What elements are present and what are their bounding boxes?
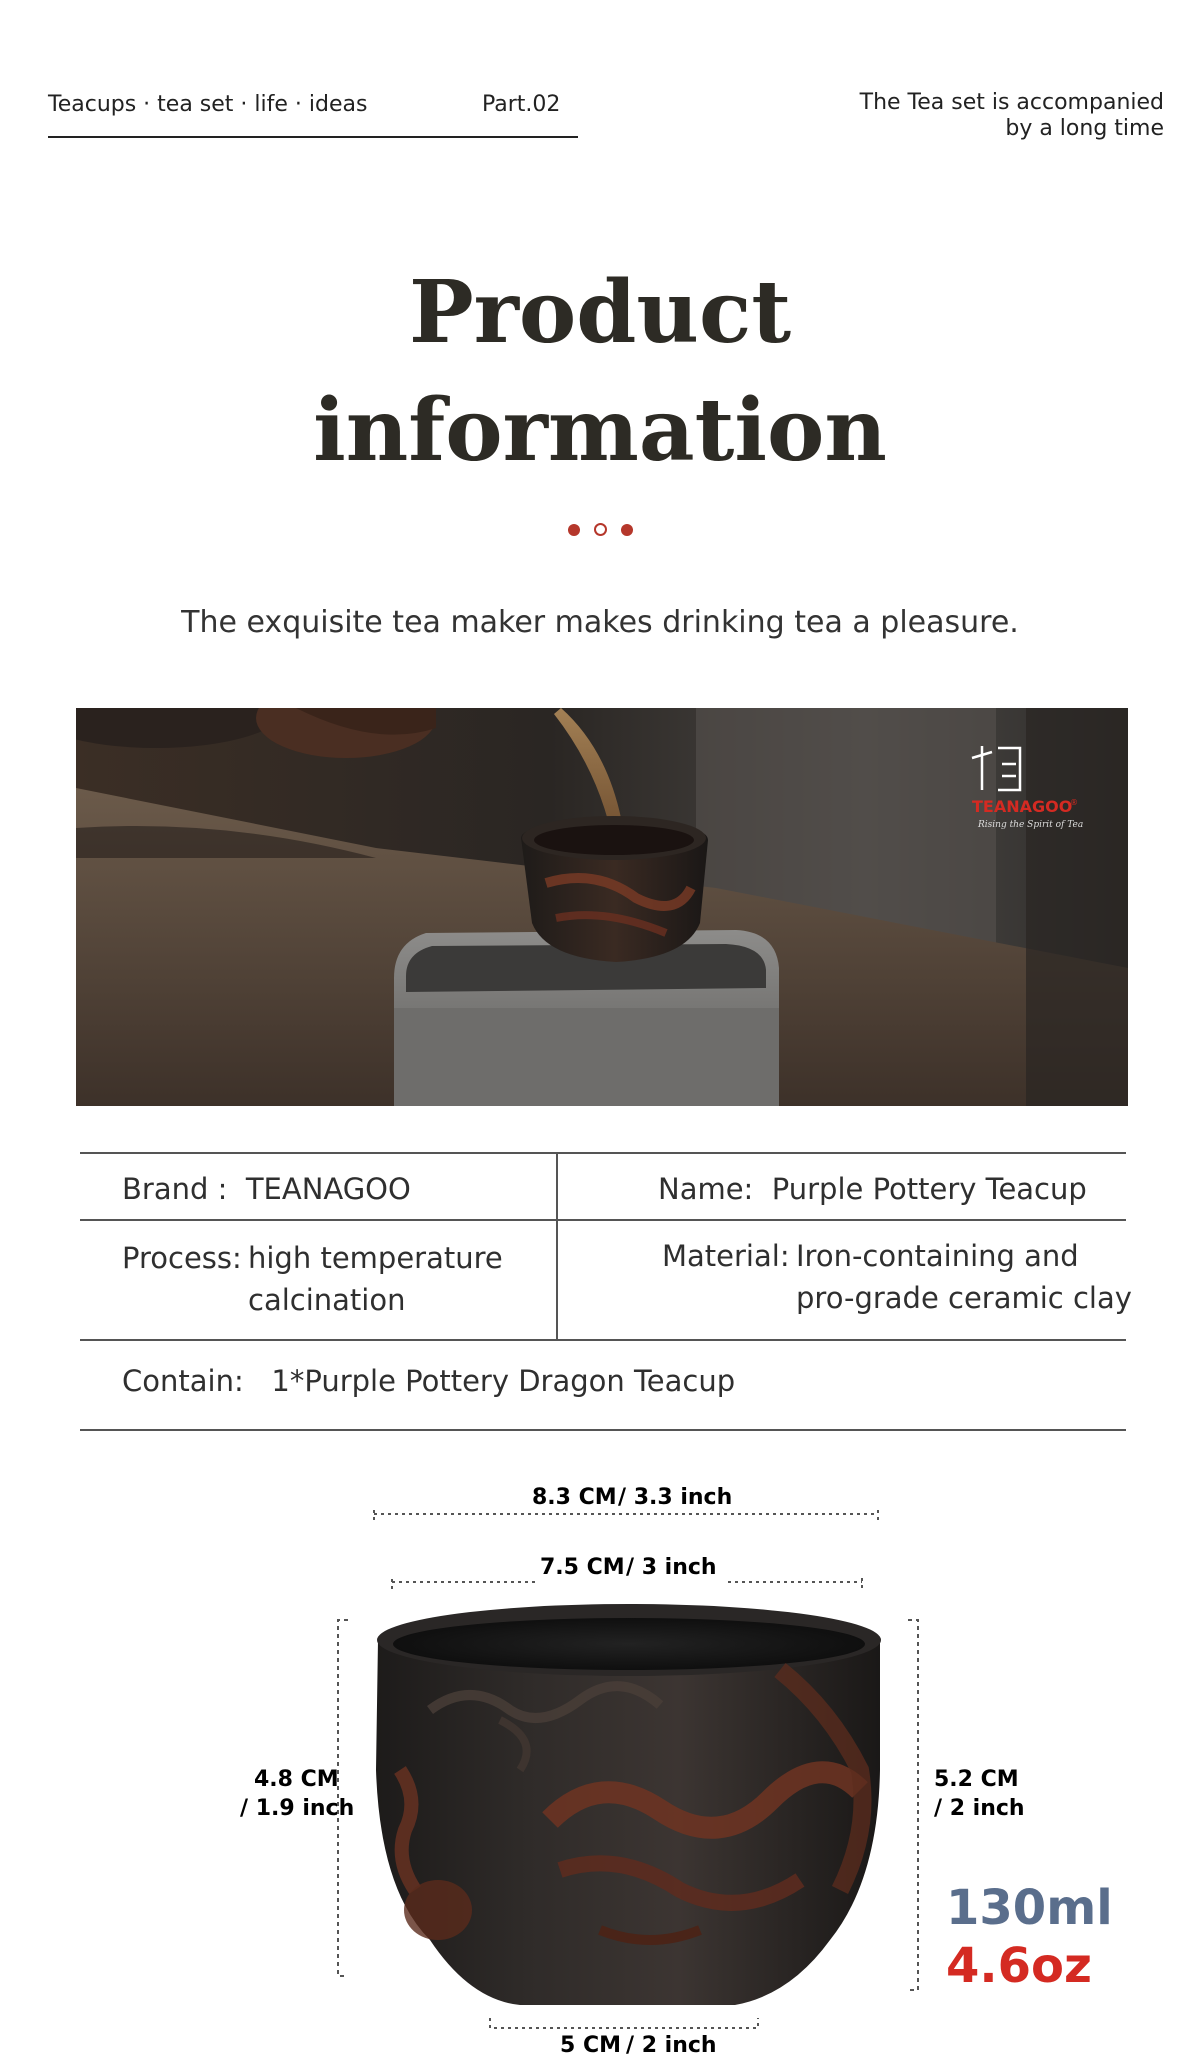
right-height-cm: 5.2 CM: [934, 1767, 1019, 1792]
header-nav-text: Teacups · tea set · life · ideas: [48, 92, 368, 117]
header-slogan: [804, 90, 1164, 142]
contain-value: 1*Purple Pottery Dragon Teacup: [271, 1364, 736, 1398]
page-title-line1: Product: [408, 262, 792, 363]
table-column-divider: [556, 1152, 558, 1339]
volume-oz: 4.6oz: [946, 1938, 1092, 1994]
contain-label: Contain:: [122, 1364, 244, 1398]
process-label: Process:: [122, 1241, 242, 1275]
process-value-2: calcination: [248, 1283, 406, 1317]
right-height-inch: / 2 inch: [934, 1796, 1025, 1821]
header-rule: [48, 136, 578, 138]
material-value-1: Iron-containing and: [796, 1239, 1079, 1273]
name-label: Name:: [658, 1172, 754, 1206]
material-label: Material:: [662, 1239, 790, 1273]
rim-width-cm: 7.5 CM: [540, 1555, 625, 1580]
info-brand: [122, 1168, 411, 1210]
name-value: Purple Pottery Teacup: [771, 1172, 1087, 1206]
logo-reg-mark: ®: [1070, 798, 1078, 807]
info-contain: [122, 1360, 735, 1402]
dot-icon: [621, 524, 633, 536]
tagline: The exquisite tea maker makes drinking tea a pleasure.: [181, 605, 1019, 640]
header-part-label: Part.02: [482, 92, 561, 117]
brand-value: TEANAGOO: [245, 1172, 411, 1206]
process-value-1: high temperature: [248, 1241, 503, 1275]
table-rule-top: [80, 1152, 1126, 1154]
volume-ml: 130ml: [946, 1880, 1113, 1936]
top-width-inch: / 3.3 inch: [618, 1485, 733, 1510]
title-dots-ornament: [0, 523, 1200, 536]
rim-width-inch: / 3 inch: [626, 1555, 717, 1580]
table-rule-bottom: [80, 1429, 1126, 1431]
dot-icon: [568, 524, 580, 536]
info-name: [658, 1168, 1087, 1210]
table-rule-1: [80, 1219, 1126, 1221]
page-title-line2: information: [313, 380, 887, 481]
table-rule-2: [80, 1339, 1126, 1341]
dot-hollow-icon: [594, 523, 607, 536]
top-width-cm: 8.3 CM: [532, 1485, 617, 1510]
product-photo: [76, 708, 1128, 1106]
brand-label: Brand :: [122, 1172, 228, 1206]
logo-brand-text: TEANAGOO: [972, 797, 1073, 816]
header-slogan-line1: The Tea set is accompanied: [859, 90, 1164, 115]
left-height-inch: / 1.9 inch: [240, 1796, 355, 1821]
base-width-inch: / 2 inch: [626, 2033, 717, 2058]
left-height-cm: 4.8 CM: [254, 1767, 339, 1792]
logo-slogan: Rising the Spirit of Tea: [978, 820, 1084, 830]
material-value-2: pro-grade ceramic clay: [796, 1281, 1132, 1315]
base-width-cm: 5 CM: [560, 2033, 622, 2058]
header-slogan-line2: by a long time: [1005, 116, 1164, 141]
